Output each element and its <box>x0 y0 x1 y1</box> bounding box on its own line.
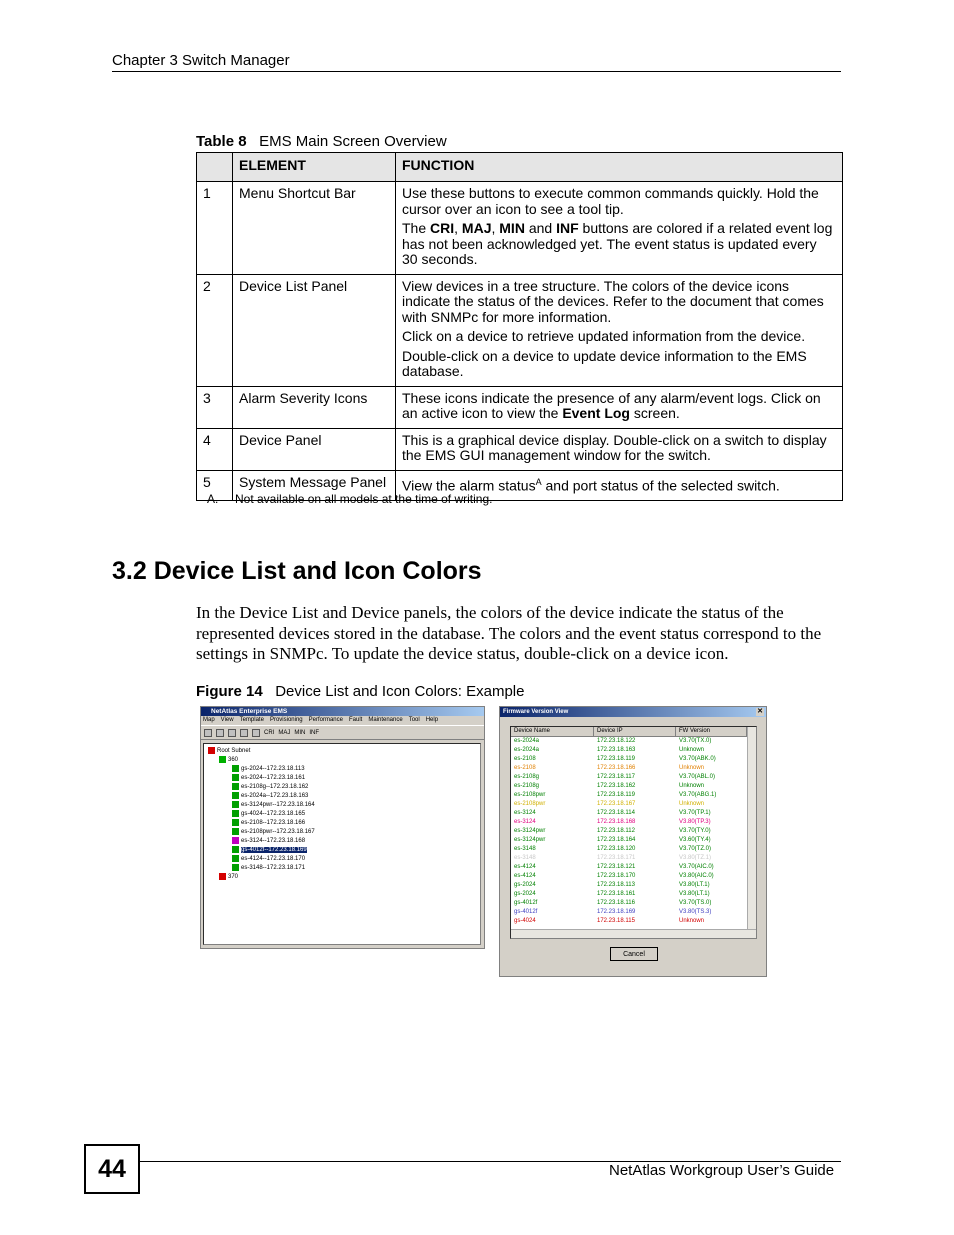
fw-version: V3.80(TP.3) <box>679 819 711 825</box>
tree-node-label: es-3124pwr--172.23.18.164 <box>241 802 315 809</box>
device-status-icon <box>232 846 239 853</box>
tree-node[interactable] <box>219 873 238 882</box>
tree-node-label: gs-2024--172.23.18.113 <box>241 766 305 773</box>
device-status-icon <box>219 873 226 880</box>
table-row[interactable] <box>511 881 756 890</box>
tree-node-label: gs-4012f--172.23.18.169 <box>241 847 307 854</box>
tree-node[interactable] <box>208 747 250 756</box>
tree-node-label: es-2108pwr--172.23.18.167 <box>241 829 315 836</box>
menu-provisioning[interactable]: Provisioning <box>269 717 303 723</box>
table-row[interactable] <box>511 773 756 782</box>
device-ip: 172.23.18.122 <box>597 738 636 744</box>
fw-version: V3.80(LT.1) <box>679 891 710 897</box>
device-status-icon <box>232 765 239 772</box>
device-ip: 172.23.18.119 <box>597 756 635 762</box>
firmware-window <box>499 706 767 977</box>
device-status-icon <box>219 756 226 763</box>
tree-node-label: es-3148--172.23.18.171 <box>241 865 306 872</box>
table-footnote: A. Not available on all models at the time of writing. <box>207 492 493 506</box>
device-ip: 172.23.18.168 <box>597 819 636 825</box>
cancel-button[interactable]: Cancel <box>610 947 658 961</box>
device-status-icon <box>208 747 215 754</box>
device-ip: 172.23.18.161 <box>597 891 636 897</box>
tree-node-label: es-2108g--172.23.18.162 <box>241 784 309 791</box>
table-caption-label: Table 8 <box>196 133 247 150</box>
tree-node[interactable] <box>232 783 308 792</box>
device-name: es-3124pwr <box>514 828 546 834</box>
firmware-window-title: Firmware Version View ✕ <box>500 707 766 717</box>
device-ip: 172.23.18.112 <box>597 828 635 834</box>
device-ip: 172.23.18.169 <box>597 909 636 915</box>
firmware-list <box>510 726 757 939</box>
fw-version: V3.70(TP.1) <box>679 810 711 816</box>
table-row[interactable] <box>511 836 756 845</box>
table-row[interactable] <box>511 791 756 800</box>
table-row[interactable] <box>511 755 756 764</box>
table-row[interactable] <box>511 746 756 755</box>
fw-version: Unknown <box>679 801 705 807</box>
device-name: gs-4012f <box>514 900 538 906</box>
tree-node[interactable] <box>232 846 307 855</box>
device-tree <box>203 743 481 945</box>
device-name: es-4124 <box>514 864 536 870</box>
function-text: Click on a device to retrieve updated information from the device. <box>402 328 806 344</box>
device-ip: 172.23.18.164 <box>597 837 636 843</box>
device-name: es-3148 <box>514 855 536 861</box>
table-caption <box>196 133 447 150</box>
cri-button[interactable]: CRI <box>264 729 275 736</box>
min-button[interactable]: MIN <box>294 729 306 736</box>
tree-node[interactable] <box>219 756 238 765</box>
device-ip: 172.23.18.166 <box>597 765 636 771</box>
section-title: 3.2 Device List and Icon Colors <box>112 557 482 585</box>
figure-caption-title: Device List and Icon Colors: Example <box>275 683 525 700</box>
fw-version: Unknown <box>679 765 705 771</box>
device-status-icon <box>232 855 239 862</box>
device-ip: 172.23.18.116 <box>597 900 635 906</box>
table-header-num <box>197 153 233 182</box>
page-number: 44 <box>84 1144 140 1194</box>
device-name: es-3124 <box>514 819 536 825</box>
table-row[interactable] <box>511 818 756 827</box>
row-element: Device Panel <box>233 428 396 470</box>
ems-menubar <box>201 716 484 725</box>
fw-version: Unknown <box>679 747 705 753</box>
row-number: 3 <box>197 386 233 428</box>
menu-view[interactable]: View <box>220 717 234 723</box>
tree-node[interactable] <box>232 828 315 837</box>
close-icon[interactable]: ✕ <box>757 708 763 715</box>
maj-button[interactable]: MAJ <box>278 729 291 736</box>
table-row[interactable] <box>511 890 756 899</box>
device-ip: 172.23.18.113 <box>597 882 635 888</box>
refresh-icon[interactable] <box>204 729 212 737</box>
device-status-icon <box>232 783 239 790</box>
menu-map[interactable]: Map <box>203 717 215 723</box>
row-number: 5 <box>197 470 233 500</box>
device-status-icon <box>232 801 239 808</box>
menu-tool[interactable]: Tool <box>408 717 420 723</box>
device-ip: 172.23.18.119 <box>597 792 635 798</box>
fw-version: V3.80(TS.3) <box>679 909 712 915</box>
function-text: The CRI, MAJ, MIN and INF buttons are colored if a related event log has not been acknowledged yet. The event status is updated every 30 seconds. <box>402 220 833 267</box>
device-status-icon <box>232 810 239 817</box>
device-status-icon <box>232 774 239 781</box>
device-status-icon <box>232 837 239 844</box>
row-number: 2 <box>197 274 233 386</box>
tree-node-label: 370 <box>228 874 239 881</box>
function-text: This is a graphical device display. Double-click on a switch to display the EMS GUI management window for the switch. <box>402 431 827 463</box>
table-row[interactable] <box>511 782 756 791</box>
table-row[interactable] <box>511 899 756 908</box>
device-name: es-2108 <box>514 765 536 771</box>
device-name: es-2108g <box>514 783 540 789</box>
table-row <box>197 386 843 428</box>
device-name: gs-2024 <box>514 882 536 888</box>
tree-node-label: es-4124--172.23.18.170 <box>241 856 306 863</box>
table-row <box>197 428 843 470</box>
ems-toolbar <box>201 725 484 740</box>
device-name: es-3148 <box>514 846 536 852</box>
firmware-list-header <box>511 727 756 737</box>
column-device-name[interactable]: Device Name <box>511 727 594 736</box>
tree-node-label: Root Subnet <box>217 748 251 755</box>
device-name: es-2108pwr <box>514 801 546 807</box>
fw-version: V3.70(ABG.1) <box>679 792 717 798</box>
ems-window-title: NetAtlas Enterprise EMS <box>201 707 484 716</box>
menu-template[interactable]: Template <box>239 717 264 723</box>
tree-node[interactable] <box>232 810 305 819</box>
inf-button[interactable]: INF <box>309 729 320 736</box>
fw-version: V3.70(ABL.0) <box>679 774 716 780</box>
menu-maintenance[interactable]: Maintenance <box>368 717 403 723</box>
fw-version: Unknown <box>679 918 705 924</box>
device-ip: 172.23.18.117 <box>597 774 635 780</box>
firmware-rows <box>511 737 756 926</box>
running-header: Chapter 3 Switch Manager <box>112 52 290 69</box>
tree-node[interactable] <box>232 801 315 810</box>
device-status-icon <box>232 864 239 871</box>
tool-icon[interactable] <box>216 729 224 737</box>
fw-version: V3.70(TS.0) <box>679 900 712 906</box>
device-status-icon <box>232 792 239 799</box>
tree-node[interactable] <box>232 774 305 783</box>
device-name: es-2024a <box>514 738 540 744</box>
fw-version: V3.80(AIC.0) <box>679 873 714 879</box>
fw-version: V3.70(AIC.0) <box>679 864 714 870</box>
guide-title: NetAtlas Workgroup User’s Guide <box>609 1162 835 1179</box>
tree-node-label: gs-4024--172.23.18.165 <box>241 811 306 818</box>
column-device-ip[interactable]: Device IP <box>594 727 676 736</box>
row-element: Alarm Severity Icons <box>233 386 396 428</box>
figure-caption-label: Figure 14 <box>196 683 263 700</box>
menu-help[interactable]: Help <box>425 717 439 723</box>
fw-version: V3.70(TZ.0) <box>679 846 712 852</box>
figure-caption <box>196 683 524 700</box>
function-text: View the alarm status$^A$ and port status of the selected switch. <box>402 476 780 494</box>
device-name: gs-4024 <box>514 918 536 924</box>
tree-node[interactable] <box>232 792 308 801</box>
table-caption-title: EMS Main Screen Overview <box>259 133 447 150</box>
section-paragraph: In the Device List and Device panels, the colors of the device indicate the status of the represented devices stored in the database. The colors and the event status correspond to the settings in SNMPc. To update the device status, double-click on a device icon. <box>196 603 822 663</box>
fw-version: V3.70(TX.0) <box>679 738 712 744</box>
device-name: es-2024a <box>514 747 540 753</box>
device-name: es-3124pwr <box>514 837 546 843</box>
tree-node[interactable] <box>232 819 305 828</box>
device-ip: 172.23.18.121 <box>597 864 636 870</box>
device-name: es-3124 <box>514 810 536 816</box>
column-fw-version[interactable]: FW Version <box>676 727 747 736</box>
row-function <box>396 428 843 470</box>
tree-node[interactable] <box>232 855 305 864</box>
device-ip: 172.23.18.163 <box>597 747 636 753</box>
device-name: gs-4012f <box>514 909 538 915</box>
table-row[interactable] <box>511 872 756 881</box>
header-rule <box>112 71 841 72</box>
device-ip: 172.23.18.115 <box>597 918 635 924</box>
fw-version: V3.70(ABK.0) <box>679 756 716 762</box>
search-icon[interactable] <box>240 729 248 737</box>
table-row[interactable] <box>511 827 756 836</box>
device-name: es-2108 <box>514 756 536 762</box>
device-status-icon <box>232 819 239 826</box>
table-header-function: FUNCTION <box>396 153 843 182</box>
table-header-element: ELEMENT <box>233 153 396 182</box>
device-name: es-2108g <box>514 774 540 780</box>
tree-node-label: es-3124--172.23.18.168 <box>241 838 306 845</box>
table-row <box>197 274 843 386</box>
row-function <box>396 182 843 275</box>
vertical-scrollbar[interactable] <box>747 727 756 930</box>
device-ip: 172.23.18.170 <box>597 873 636 879</box>
row-function <box>396 386 843 428</box>
fw-version: Unknown <box>679 783 705 789</box>
fw-version: V3.60(TY.4) <box>679 837 711 843</box>
table-header-row <box>197 153 843 182</box>
device-ip: 172.23.18.167 <box>597 801 636 807</box>
ems-overview-table <box>196 152 843 501</box>
fw-version: V3.70(TY.0) <box>679 828 711 834</box>
tree-node-label: es-2108--172.23.18.166 <box>241 820 306 827</box>
tree-node-label: es-2024a--172.23.18.163 <box>241 793 309 800</box>
tree-node-label: 360 <box>228 757 239 764</box>
function-text: Double-click on a device to update device information to the EMS database. <box>402 347 807 379</box>
table-row[interactable] <box>511 917 756 926</box>
table-row[interactable] <box>511 854 756 863</box>
tree-node[interactable] <box>232 765 305 774</box>
device-status-icon <box>232 828 239 835</box>
row-element: System Message Panel <box>233 470 396 500</box>
device-name: es-2108pwr <box>514 792 546 798</box>
device-ip: 172.23.18.114 <box>597 810 635 816</box>
function-text: View devices in a tree structure. The colors of the device icons indicate the status of the devices. Refer to the document that comes with SNMPc for more information. <box>402 277 824 325</box>
menu-performance[interactable]: Performance <box>308 717 343 723</box>
tree-node[interactable] <box>232 864 305 873</box>
function-text: These icons indicate the presence of any alarm/event logs. Click on an active icon to view the Event Log screen. <box>402 389 821 421</box>
device-ip: 172.23.18.120 <box>597 846 636 852</box>
table-row[interactable] <box>511 800 756 809</box>
table-row[interactable] <box>511 908 756 917</box>
row-element: Device List Panel <box>233 274 396 386</box>
table-row[interactable] <box>511 809 756 818</box>
table-row <box>197 182 843 275</box>
function-text: Use these buttons to execute common commands quickly. Hold the cursor over an icon to see a tool tip. <box>402 185 819 217</box>
row-number: 4 <box>197 428 233 470</box>
home-icon[interactable] <box>252 729 260 737</box>
table-row[interactable] <box>511 764 756 773</box>
row-element: Menu Shortcut Bar <box>233 182 396 275</box>
fw-version: V3.80(TZ.1) <box>679 855 712 861</box>
menu-fault[interactable]: Fault <box>348 717 363 723</box>
row-number: 1 <box>197 182 233 275</box>
fw-version: V3.80(LT.1) <box>679 882 710 888</box>
device-icon[interactable] <box>228 729 236 737</box>
tree-node[interactable] <box>232 837 305 846</box>
device-ip: 172.23.18.171 <box>597 855 636 861</box>
tree-node-label: es-2024--172.23.18.161 <box>241 775 306 782</box>
row-function <box>396 274 843 386</box>
device-ip: 172.23.18.162 <box>597 783 636 789</box>
table-row[interactable] <box>511 737 756 746</box>
table-row[interactable] <box>511 845 756 854</box>
ems-window <box>200 706 485 949</box>
device-name: gs-2024 <box>514 891 536 897</box>
device-name: es-4124 <box>514 873 536 879</box>
horizontal-scrollbar[interactable] <box>511 929 756 938</box>
table-row[interactable] <box>511 863 756 872</box>
